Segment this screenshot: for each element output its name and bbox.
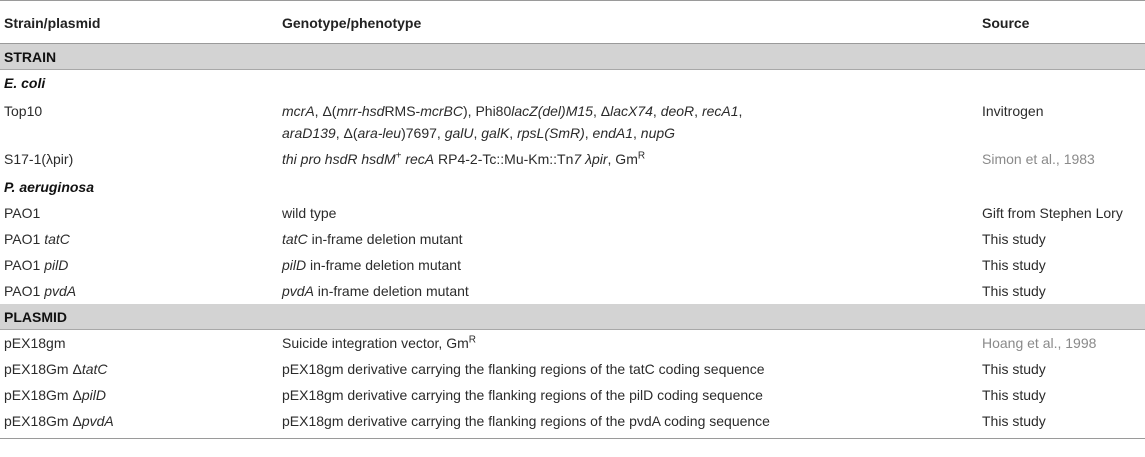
source-cell: This study [982,231,1046,247]
plasmid-name: pEX18gm [4,335,66,351]
section-label: STRAIN [4,49,57,65]
section-label: PLASMID [4,309,67,325]
genotype-line: mcrA, Δ(mrr-hsdRMS-mcrBC), Phi80lacZ(del)M15, ΔlacX74, deoR, recA1, [282,103,743,119]
source-cell: This study [982,413,1046,429]
table-header-row [0,0,1145,44]
table-row [0,200,1145,226]
strain-name: S17-1(λpir) [4,151,74,167]
source-cell: This study [982,257,1046,273]
strain-name: Top10 [4,103,43,119]
organism-ecoli [0,70,1145,96]
table-row [0,226,1145,252]
genotype-cell: wild type [282,205,337,221]
organism-paeruginosa [0,174,1145,200]
strain-name: PAO1 tatC [4,231,70,247]
header-genotype-phenotype: Genotype/phenotype [282,15,422,31]
reference-link[interactable]: Hoang et al., 1998 [982,335,1097,351]
strain-name: PAO1 pilD [4,257,69,273]
table-row [0,252,1145,278]
genotype-cell: pEX18gm derivative carrying the flanking regions of the pvdA coding sequence [282,413,770,429]
section-plasmid [0,304,1145,330]
section-strain [0,44,1145,70]
genotype-cell: thi pro hsdR hsdM+ recA RP4-2-Tc::Mu-Km::Tn7 λpir, $Gm^R$ [282,150,646,167]
table-row [0,382,1145,408]
header-source: Source [982,15,1030,31]
source-cell: This study [982,361,1046,377]
genotype-cell: pilD in-frame deletion mutant [282,257,461,273]
strain-name: PAO1 pvdA [4,283,77,299]
reference-link[interactable]: Simon et al., 1983 [982,151,1095,167]
table-row [0,408,1145,434]
source-cell: Invitrogen [982,103,1044,119]
strain-name: PAO1 [4,205,41,221]
header-strain-plasmid: Strain/plasmid [4,15,101,31]
plasmid-name: pEX18Gm ΔpilD [4,387,106,403]
genotype-cell: pvdA in-frame deletion mutant [282,283,469,299]
genotype-cell: tatC in-frame deletion mutant [282,231,463,247]
genotype-cell: Suicide integration vector, $Gm^R$ [282,334,476,351]
table-row [0,96,1145,144]
organism-label: P. aeruginosa [4,179,95,195]
table-row [0,356,1145,382]
genotype-cell: pEX18gm derivative carrying the flanking regions of the tatC coding sequence [282,361,765,377]
source-cell: Gift from Stephen Lory [982,205,1123,221]
genotype-cell: pEX18gm derivative carrying the flanking regions of the pilD coding sequence [282,387,763,403]
plasmid-name: pEX18Gm ΔpvdA [4,413,114,429]
table-row [0,144,1145,174]
genotype-cell [282,100,742,144]
genotype-line: araD139, Δ(ara-leu)7697, galU, galK, rpsL(SmR), endA1, nupG [282,125,676,141]
source-cell: This study [982,283,1046,299]
organism-label: E. coli [4,75,46,91]
plasmid-name: pEX18Gm ΔtatC [4,361,108,377]
table-row [0,278,1145,304]
table-bottom-rule [0,438,1145,439]
source-cell: This study [982,387,1046,403]
table-row [0,330,1145,356]
